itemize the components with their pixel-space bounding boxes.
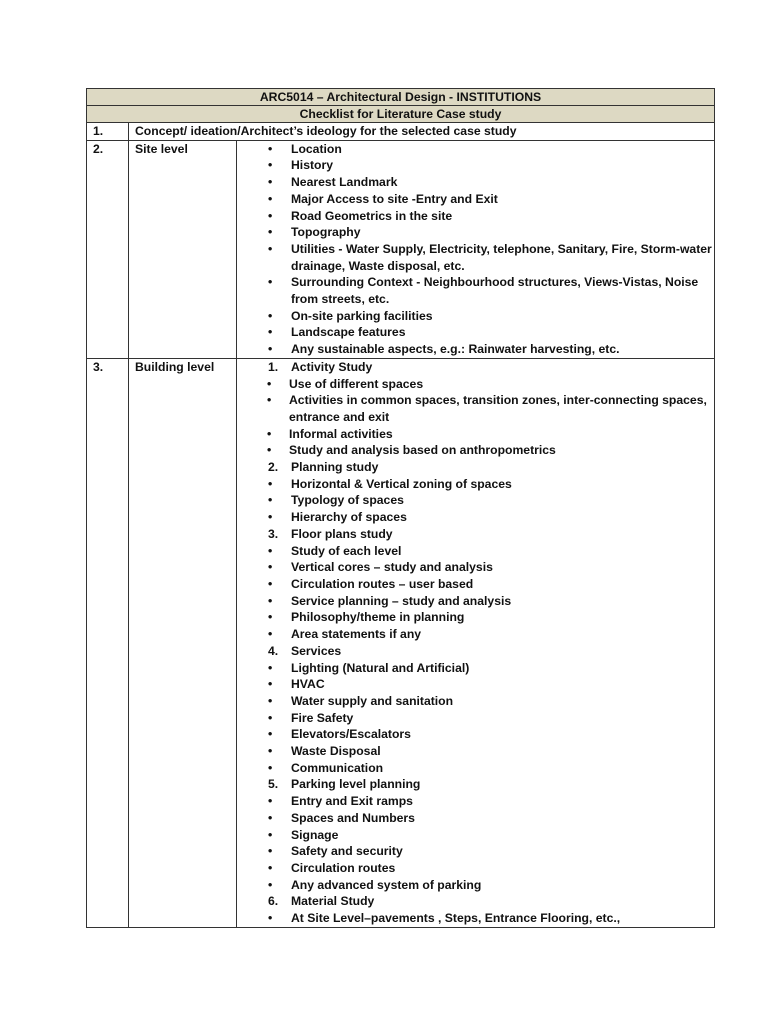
section-heading — [237, 459, 714, 476]
bullet-icon: • — [268, 275, 273, 290]
list-item — [237, 827, 714, 844]
list-item-text: Hierarchy of spaces — [291, 510, 407, 525]
bullet-icon: • — [267, 443, 272, 458]
bullet-icon: • — [268, 744, 273, 759]
title-row — [87, 89, 715, 106]
list-item-text: Area statements if any — [291, 627, 422, 642]
list-item-text: Surrounding Context - Neighbourhood structures, Views-Vistas, Noise from streets, etc. — [291, 275, 699, 307]
bullet-icon: • — [267, 426, 272, 441]
section-number: 6. — [268, 894, 279, 909]
list-item-text: Location — [291, 141, 342, 156]
bullet-icon: • — [268, 693, 273, 708]
bullet-icon: • — [268, 560, 273, 575]
list-item-text: Philosophy/theme in planning — [291, 610, 465, 625]
list-item — [237, 593, 714, 610]
list-item-text: Circulation routes – user based — [291, 576, 474, 591]
bullet-icon: • — [268, 727, 273, 742]
list-item-text: Lighting (Natural and Artificial) — [291, 660, 470, 675]
list-item-text: Vertical cores – study and analysis — [291, 560, 493, 575]
list-item — [237, 710, 714, 727]
list-item-text: At Site Level–pavements , Steps, Entrance Flooring, etc., — [291, 911, 621, 926]
bullet-icon: • — [268, 660, 273, 675]
list-item-text: Utilities - Water Supply, Electricity, telephone, Sanitary, Fire, Storm-water drainage, Waste disposal, etc. — [291, 241, 712, 273]
site-level-items — [237, 140, 715, 358]
list-item — [237, 726, 714, 743]
bullet-icon: • — [268, 493, 273, 508]
list-item-text: Activities in common spaces, transition zones, inter-connecting spaces, entrance and exit — [289, 393, 707, 424]
bullet-icon: • — [268, 610, 273, 625]
list-item-text: Study of each level — [291, 543, 402, 558]
list-item-text: On-site parking facilities — [291, 308, 433, 323]
list-item — [237, 877, 714, 894]
row-topic: Site level — [129, 140, 237, 358]
section-number: 2. — [268, 460, 279, 475]
bullet-icon: • — [268, 325, 273, 340]
section-title: Planning study — [291, 460, 379, 475]
row-topic: Concept/ ideation/Architect’s ideology for the selected case study — [129, 123, 715, 141]
bullet-icon: • — [268, 710, 273, 725]
list-item — [237, 693, 714, 710]
list-item — [237, 492, 714, 509]
list-item — [237, 476, 714, 493]
document-title: ARC5014 – Architectural Design - INSTITUTIONS — [87, 89, 715, 106]
bullet-icon: • — [268, 158, 273, 173]
list-item-text: HVAC — [291, 677, 325, 692]
table-row — [87, 358, 715, 927]
list-item — [237, 191, 714, 208]
bullet-icon: • — [268, 208, 273, 223]
list-item — [237, 324, 714, 341]
section-number: 5. — [268, 777, 279, 792]
row-number: 2. — [87, 140, 129, 358]
list-item-text: Any advanced system of parking — [291, 877, 482, 892]
list-item — [237, 509, 714, 526]
list-item-text: Waste Disposal — [291, 744, 381, 759]
bullet-icon: • — [268, 241, 273, 256]
list-item-text: Spaces and Numbers — [291, 810, 415, 825]
list-item-text: History — [291, 158, 333, 173]
list-item-text: Road Geometrics in the site — [291, 208, 453, 223]
checklist-table — [86, 88, 715, 928]
list-item-text: Informal activities — [289, 426, 393, 441]
list-item — [237, 810, 714, 827]
bullet-icon: • — [268, 844, 273, 859]
bullet-icon: • — [268, 510, 273, 525]
list-item — [237, 208, 714, 225]
bullet-icon: • — [268, 141, 273, 156]
list-item-text: Topography — [291, 225, 361, 240]
section-number: 1. — [268, 359, 279, 374]
bullet-icon: • — [267, 376, 272, 391]
bullet-icon: • — [268, 175, 273, 190]
list-item-text: Circulation routes — [291, 860, 396, 875]
list-item-text: Water supply and sanitation — [291, 693, 454, 708]
section-number: 3. — [268, 526, 279, 541]
table-row — [87, 140, 715, 358]
bullet-icon: • — [268, 677, 273, 692]
list-item — [237, 174, 714, 191]
list-item-text: Fire Safety — [291, 710, 354, 725]
bullet-icon: • — [268, 593, 273, 608]
section-title: Material Study — [291, 894, 375, 909]
list-item — [237, 442, 714, 459]
list-item — [237, 576, 714, 593]
bullet-icon: • — [268, 810, 273, 825]
list-item — [237, 676, 714, 693]
list-item — [237, 660, 714, 677]
section-title: Floor plans study — [291, 526, 393, 541]
list-item-text: Elevators/Escalators — [291, 727, 411, 742]
list-item — [237, 626, 714, 643]
list-item — [237, 157, 714, 174]
list-item-text: Signage — [291, 827, 339, 842]
row-number: 3. — [87, 358, 129, 927]
list-item-text: Service planning – study and analysis — [291, 593, 512, 608]
list-item-text: Use of different spaces — [289, 376, 424, 391]
row-topic: Building level — [129, 358, 237, 927]
bullet-icon: • — [268, 877, 273, 892]
bullet-icon: • — [268, 794, 273, 809]
section-title: Parking level planning — [291, 777, 421, 792]
section-title: Activity Study — [291, 359, 373, 374]
bullet-icon: • — [268, 225, 273, 240]
bullet-icon: • — [267, 393, 272, 408]
bullet-icon: • — [268, 191, 273, 206]
bullet-icon: • — [268, 476, 273, 491]
list-item — [237, 141, 714, 158]
list-item — [237, 341, 714, 358]
building-level-list — [237, 359, 714, 927]
list-item — [237, 609, 714, 626]
list-item-text: Communication — [291, 760, 384, 775]
section-heading — [237, 643, 714, 660]
bullet-icon: • — [268, 827, 273, 842]
list-item-text: Safety and security — [291, 844, 403, 859]
list-item — [237, 843, 714, 860]
list-item — [237, 543, 714, 560]
section-heading — [237, 893, 714, 910]
list-item — [237, 274, 714, 307]
row-number: 1. — [87, 123, 129, 141]
document-subtitle: Checklist for Literature Case study — [87, 106, 715, 123]
bullet-icon: • — [268, 543, 273, 558]
list-item-text: Major Access to site -Entry and Exit — [291, 191, 498, 206]
checklist-page — [86, 88, 715, 928]
section-heading — [237, 359, 714, 376]
list-item — [237, 743, 714, 760]
table-row — [87, 123, 715, 141]
list-item-text: Nearest Landmark — [291, 175, 398, 190]
section-heading — [237, 776, 714, 793]
building-level-items — [237, 358, 715, 927]
list-item — [237, 241, 714, 274]
section-number: 4. — [268, 643, 279, 658]
list-item-text: Entry and Exit ramps — [291, 794, 413, 809]
list-item-text: Landscape features — [291, 325, 406, 340]
list-item-text: Horizontal & Vertical zoning of spaces — [291, 476, 512, 491]
list-item — [237, 760, 714, 777]
bullet-icon: • — [268, 342, 273, 357]
subtitle-row — [87, 106, 715, 123]
list-item — [237, 392, 714, 425]
list-item — [237, 559, 714, 576]
bullet-icon: • — [268, 911, 273, 926]
list-item-text: Any sustainable aspects, e.g.: Rainwater harvesting, etc. — [291, 342, 620, 357]
section-title: Services — [291, 643, 342, 658]
list-item — [237, 308, 714, 325]
list-item — [237, 426, 714, 443]
list-item-text: Typology of spaces — [291, 493, 404, 508]
bullet-icon: • — [268, 627, 273, 642]
list-item-text: Study and analysis based on anthropometrics — [289, 443, 556, 458]
bullet-icon: • — [268, 860, 273, 875]
section-heading — [237, 526, 714, 543]
list-item — [237, 860, 714, 877]
list-item — [237, 793, 714, 810]
bullet-icon: • — [268, 308, 273, 323]
bullet-icon: • — [268, 576, 273, 591]
list-item — [237, 224, 714, 241]
list-item — [237, 910, 714, 927]
list-item — [237, 376, 714, 393]
bullet-icon: • — [268, 760, 273, 775]
site-level-list — [237, 141, 714, 358]
